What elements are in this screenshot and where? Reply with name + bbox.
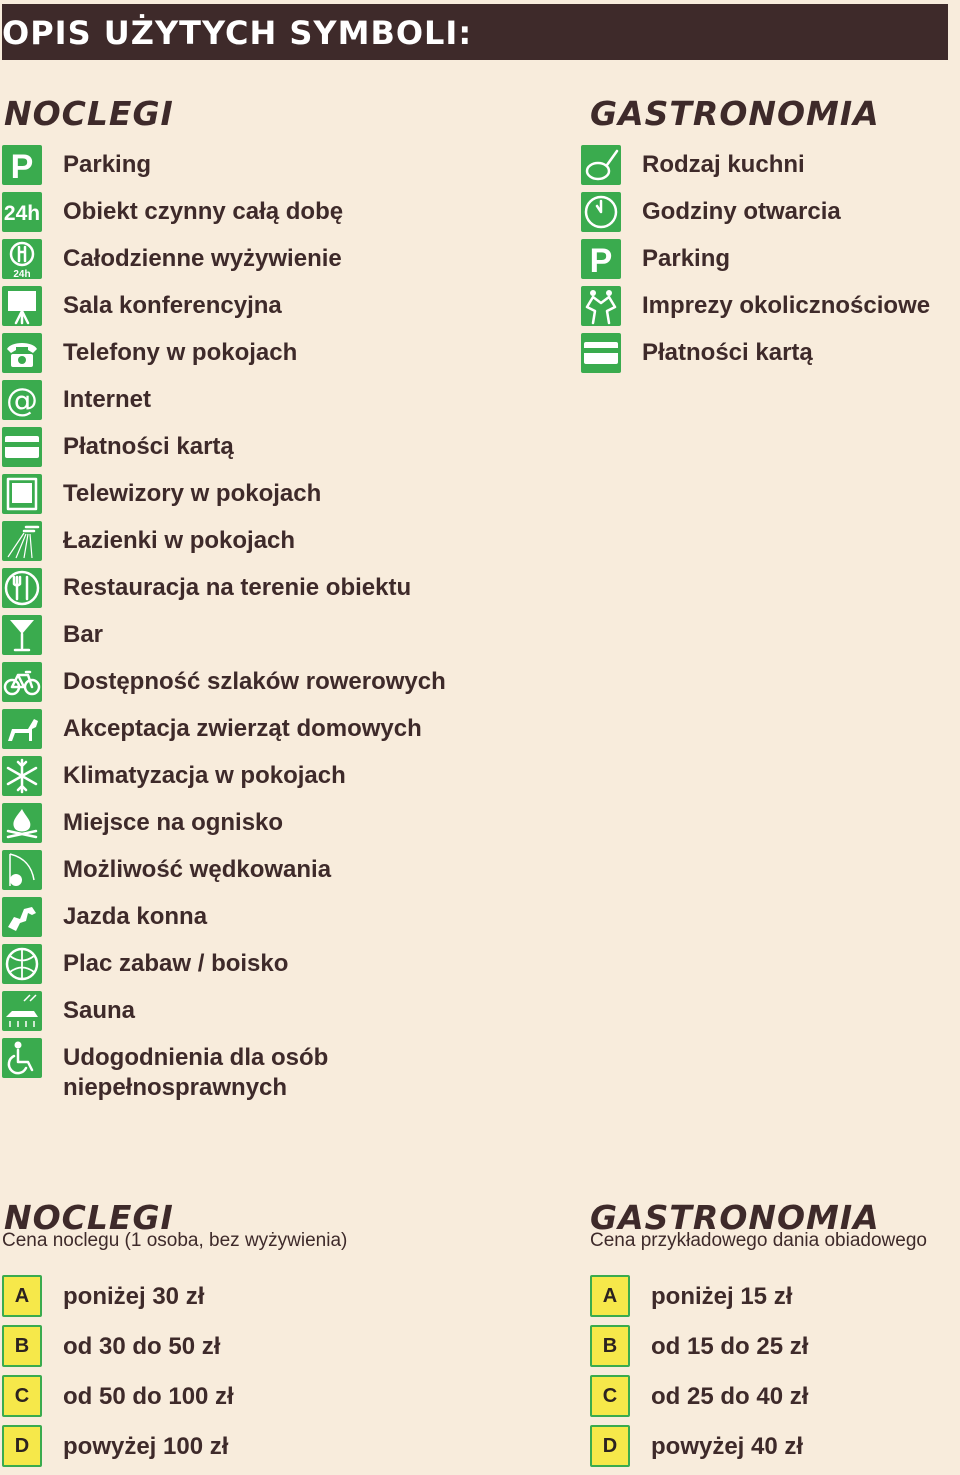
noclegi-price-label: od 50 do 100 zł bbox=[63, 1383, 234, 1410]
noclegi-item-label: Jazda konna bbox=[63, 903, 208, 930]
noclegi-item-label: Łazienki w pokojach bbox=[63, 527, 296, 554]
gastronomia-prices-subtitle: Cena przykładowego dania obiadowego bbox=[590, 1230, 927, 1251]
noclegi-item-label: Parking bbox=[63, 151, 152, 178]
noclegi-price-code: B bbox=[2, 1325, 42, 1367]
noclegi-item-label: Możliwość wędkowania bbox=[63, 856, 332, 883]
gastronomia-prices-heading: GASTRONOMIA bbox=[590, 1198, 880, 1237]
tv-icon bbox=[2, 474, 42, 514]
clock-icon bbox=[581, 192, 621, 232]
noclegi-item-label: Całodzienne wyżywienie bbox=[63, 245, 342, 272]
fishing-icon bbox=[2, 850, 42, 890]
24h-icon bbox=[2, 192, 42, 232]
gastronomia-price-code: A bbox=[590, 1275, 630, 1317]
snowflake-icon bbox=[2, 756, 42, 796]
campfire-icon bbox=[2, 803, 42, 843]
noclegi-item-label: Obiekt czynny całą dobę bbox=[63, 198, 344, 225]
svg-text:P: P bbox=[589, 242, 613, 279]
noclegi-item-label: Miejsce na ognisko bbox=[63, 809, 284, 836]
noclegi-item-label: Sauna bbox=[63, 997, 136, 1024]
gastronomia-item-label: Parking bbox=[642, 245, 731, 272]
noclegi-price-code: D bbox=[2, 1425, 42, 1467]
gastronomia-item-label: Płatności kartą bbox=[642, 339, 813, 366]
dancers-icon bbox=[581, 286, 621, 326]
gastronomia-item-label: Godziny otwarcia bbox=[642, 198, 841, 225]
wheelchair-icon bbox=[2, 1038, 42, 1078]
parking-icon bbox=[2, 145, 42, 185]
gastronomia-price-code: B bbox=[590, 1325, 630, 1367]
noclegi-price-label: poniżej 30 zł bbox=[63, 1283, 205, 1310]
noclegi-heading: NOCLEGI bbox=[4, 94, 174, 133]
svg-text:P: P bbox=[10, 148, 34, 185]
phone-icon bbox=[2, 333, 42, 373]
noclegi-item-label: Telewizory w pokojach bbox=[63, 480, 322, 507]
pan-icon bbox=[581, 145, 621, 185]
shower-icon bbox=[2, 521, 42, 561]
dog-icon bbox=[2, 709, 42, 749]
card-icon bbox=[581, 333, 621, 373]
gastronomia-item-label: Rodzaj kuchni bbox=[642, 151, 805, 178]
gastronomia-price-label: powyżej 40 zł bbox=[651, 1433, 804, 1460]
noclegi-price-label: od 30 do 50 zł bbox=[63, 1333, 221, 1360]
cutlery-icon bbox=[2, 568, 42, 608]
svg-text:24h: 24h bbox=[13, 269, 31, 279]
svg-text:@: @ bbox=[6, 381, 38, 419]
noclegi-item-label: Klimatyzacja w pokojach bbox=[63, 762, 346, 789]
gastronomia-price-code: C bbox=[590, 1375, 630, 1417]
gastronomia-price-label: od 25 do 40 zł bbox=[651, 1383, 809, 1410]
ball-icon bbox=[2, 944, 42, 984]
gastronomia-price-label: od 15 do 25 zł bbox=[651, 1333, 809, 1360]
gastronomia-price-code: D bbox=[590, 1425, 630, 1467]
noclegi-item-label: Dostępność szlaków rowerowych bbox=[63, 668, 446, 695]
noclegi-price-code: A bbox=[2, 1275, 42, 1317]
noclegi-item-label: Akceptacja zwierząt domowych bbox=[63, 715, 422, 742]
bicycle-icon bbox=[2, 662, 42, 702]
noclegi-price-code: C bbox=[2, 1375, 42, 1417]
noclegi-price-label: powyżej 100 zł bbox=[63, 1433, 229, 1460]
gastronomia-item-label: Imprezy okolicznościowe bbox=[642, 292, 931, 319]
noclegi-item-label: Internet bbox=[63, 386, 152, 413]
svg-text:24h: 24h bbox=[3, 202, 41, 225]
noclegi-item-label: Plac zabaw / boisko bbox=[63, 950, 289, 977]
noclegi-prices-heading: NOCLEGI bbox=[4, 1198, 174, 1237]
noclegi-prices-subtitle: Cena noclegu (1 osoba, bez wyżywienia) bbox=[2, 1230, 348, 1251]
card-icon bbox=[2, 427, 42, 467]
noclegi-item-label: Bar bbox=[63, 621, 104, 648]
24h-cutlery-icon bbox=[2, 239, 42, 279]
parking-icon bbox=[581, 239, 621, 279]
gastronomia-price-label: poniżej 15 zł bbox=[651, 1283, 793, 1310]
sauna-icon bbox=[2, 991, 42, 1031]
page-title: OPIS UŻYTYCH SYMBOLI: bbox=[2, 14, 473, 52]
noclegi-item-label: Udogodnienia dla osób bbox=[63, 1044, 329, 1071]
noclegi-item-label: Sala konferencyjna bbox=[63, 292, 282, 319]
page-header bbox=[2, 4, 948, 60]
noclegi-item-label: Restauracja na terenie obiektu bbox=[63, 574, 412, 601]
gastronomia-heading: GASTRONOMIA bbox=[590, 94, 880, 133]
glass-icon bbox=[2, 615, 42, 655]
horse-icon bbox=[2, 897, 42, 937]
noclegi-item-label-line2: niepełnosprawnych bbox=[63, 1074, 288, 1101]
board-icon bbox=[2, 286, 42, 326]
noclegi-item-label: Telefony w pokojach bbox=[63, 339, 298, 366]
at-icon bbox=[2, 380, 42, 420]
noclegi-item-label: Płatności kartą bbox=[63, 433, 234, 460]
